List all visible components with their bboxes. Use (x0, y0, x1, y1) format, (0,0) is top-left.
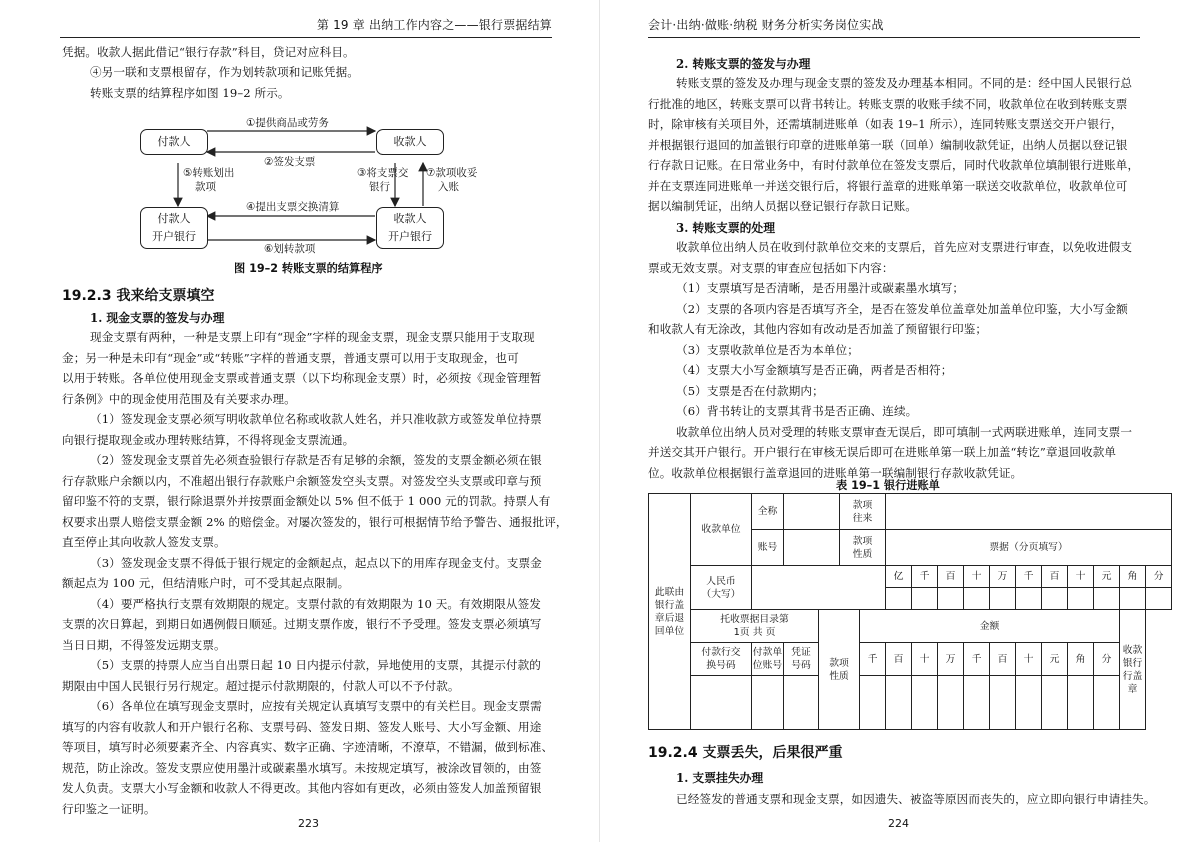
paragraph-line: 已经签发的普通支票和现金支票，如因遗失、被盗等原因而丧失的，应立即向银行申请挂失。 (676, 792, 1156, 806)
paragraph-line: （6）背书转让的支票其背书是否正确、连续。 (676, 404, 918, 418)
bank-deposit-slip-table (648, 493, 1172, 730)
paragraph-line: 位。收款单位根据银行盖章退回的进账单第一联编制银行存款收款凭证。 (648, 466, 1023, 480)
digit-header: 百 (938, 566, 964, 588)
subsection-title: 3. 转账支票的处理 (676, 221, 776, 235)
step7-line: ⑦款项收妥 (426, 167, 478, 179)
payer-label: 付款人 (157, 135, 191, 148)
digit-cell (1094, 588, 1120, 610)
paragraph-line: 向银行提取现金或办理转账结算，不得将现金支票流通。 (62, 433, 355, 447)
full-name-value (784, 494, 840, 530)
full-name-cell: 全称 (752, 494, 784, 530)
col-voucher-no (784, 643, 819, 676)
paragraph-line: 留印鉴不符的支票，银行除退票外并按票面金额处以 5% 但不低于 1 000 元的罚款。持票人有 (62, 494, 551, 508)
paragraph-line: 金；另一种是未印有“现金”或“转账”字样的普通支票，普通支票可以用于支取现金，也可 (62, 351, 519, 365)
payer-bank-label: 付款人 (157, 212, 191, 225)
digit-header: 万 (990, 566, 1016, 588)
rmb-label-cell (691, 566, 752, 610)
item-nature-line: 款项 (852, 535, 873, 547)
paragraph-line: 转账支票的签发及办理与现金支票的签发及办理基本相同。不同的是：经中国人民银行总 (676, 76, 1133, 90)
paragraph-line: （4）支票大小写金额填写是否正确，两者是否相符； (676, 363, 953, 377)
detail-cell (752, 676, 784, 730)
digit-header: 万 (938, 643, 964, 676)
digit-header: 百 (886, 643, 912, 676)
paragraph-line: 行存款账户余额以内，不准超出银行存款账户余额签发空头支票。对签发空头支票或印章与预 (62, 474, 542, 488)
table-caption: 表 19–1 银行进账单 (836, 479, 940, 492)
account-no-cell: 账号 (752, 530, 784, 566)
item-nature-line: 性质 (829, 670, 849, 682)
paragraph-line: 支票的次日算起，到期日如遇例假日顺延。过期支票作废，银行不予受理。签发支票必须填写 (62, 617, 542, 631)
paragraph-line: 行印鉴之一证明。 (62, 802, 156, 816)
step3-label (357, 166, 408, 194)
page-number: 223 (298, 817, 319, 830)
rmb-value-cell (752, 566, 886, 610)
paragraph-line: （2）支票的各项内容是否填写齐全，是否在签发单位盖章处加盖单位印鉴，大小写金额 (676, 302, 1128, 316)
section-title: 19.2.3 我来给支票填空 (62, 288, 215, 304)
bank-seal-line: 收款银行 (1122, 644, 1143, 669)
item-origin-cell (840, 494, 886, 530)
col-voucher-line: 号码 (791, 660, 811, 671)
side-label-line: 银行盖 (654, 599, 685, 611)
item-origin-value (886, 494, 1172, 530)
digit-header: 角 (1120, 566, 1146, 588)
payer-box (140, 129, 208, 155)
page-header: 会计·出纳·做账·纳税 财务分析实务岗位实战 (648, 18, 884, 32)
paragraph-line: （4）要严格执行支票有效期限的规定。支票付款的有效期限为 10 天。有效期限从签发 (90, 597, 541, 611)
paragraph-line: 行批准的地区，转账支票可以背书转让。转账支票的收账手续不同，收款单位在收到转账支票 (648, 97, 1128, 111)
paragraph-line: 以用于转账。各单位使用现金支票或普通支票（以下均称现金支票）时，必须按《现金管理暂 (62, 371, 542, 385)
paragraph-line: （2）签发现金支票首先必须查验银行存款是否有足够的余额，签发的支票金额必须在银 (90, 453, 542, 467)
paragraph-line: 收款单位出纳人员在收到付款单位交来的支票后，首先应对支票进行审查，以免收进假支 (676, 240, 1133, 254)
diagram-arrows (0, 0, 600, 280)
digit-header: 角 (1068, 643, 1094, 676)
item-origin-line: 款项 (852, 499, 873, 511)
digit-header: 千 (1016, 566, 1042, 588)
step4-label: ④提出支票交换清算 (246, 201, 340, 213)
step1-label: ①提供商品或劳务 (246, 117, 329, 129)
paragraph-line: 现金支票有两种，一种是支票上印有“现金”字样的现金支票，现金支票只能用于支取现 (90, 330, 535, 344)
paragraph-line: 据以编制凭证，出纳人员据以登记银行存款日记账。 (648, 199, 917, 213)
header-rule (648, 37, 1140, 38)
paragraph-line: （1）签发现金支票必须写明收款单位名称或收款人姓名，并只准收款方或签发单位持票 (90, 412, 542, 426)
paragraph-line: （5）支票是否在付款期内； (676, 384, 824, 398)
digit-cell (938, 676, 964, 730)
digit-cell (1042, 676, 1068, 730)
side-label-cell (649, 494, 691, 730)
section-title: 19.2.4 支票丢失，后果很严重 (648, 745, 843, 761)
step2-label: ②签发支票 (264, 156, 316, 168)
payer-bank-box (140, 207, 208, 249)
step3-line: ③将支票交 (357, 167, 409, 179)
step7-line: 入账 (438, 181, 459, 193)
item-nature-line: 款项 (829, 657, 849, 669)
side-label-line: 章后退 (654, 612, 685, 624)
page-number: 224 (888, 817, 909, 830)
col-exchange-line: 换号码 (706, 660, 736, 671)
col-payer-line: 付款单 (752, 647, 783, 658)
digit-header: 分 (1094, 643, 1120, 676)
digit-cell (990, 588, 1016, 610)
paragraph-line: 凭据。收款人据此借记“银行存款”科目，贷记对应科目。 (62, 45, 355, 59)
rmb-line: （大写） (701, 588, 741, 600)
subsection-title: 1. 支票挂失办理 (676, 771, 764, 785)
paragraph-line: 行存款日记账。在日常业务中，有时付款单位在签发支票后，同时代收款单位填制银行进账单， (648, 158, 1140, 172)
digit-cell (1042, 588, 1068, 610)
digit-header: 百 (1042, 566, 1068, 588)
digit-cell (1120, 588, 1146, 610)
digit-header: 元 (1042, 643, 1068, 676)
collection-list-line: 托收票据目录第 (720, 614, 789, 625)
right-page (600, 0, 1200, 842)
paragraph-line: 行条例》中的现金使用范围及有关要求办理。 (62, 392, 296, 406)
paragraph-line: 并根据银行退回的加盖银行印章的进账单第一联（回单）编制收款凭证，出纳人员据以登记银 (648, 138, 1128, 152)
paragraph-line: 收款单位出纳人员对受理的转账支票审查无误后，即可填制一式两联进账单，连同支票一 (676, 425, 1133, 439)
digit-header: 千 (912, 566, 938, 588)
paragraph-line: 和收款人有无涂改，其他内容如有改动是否加盖了预留银行印鉴； (648, 322, 988, 336)
rmb-line: 人民币 (706, 575, 736, 587)
digit-header: 十 (912, 643, 938, 676)
col-payer-account (752, 643, 784, 676)
account-no-value (784, 530, 840, 566)
payee-unit-cell: 收款单位 (691, 494, 752, 566)
digit-cell (912, 588, 938, 610)
paragraph-line: 发人负责。支票大小写金额和收款人不得更改。其他内容如有更改，必须由签发人加盖预留银 (62, 781, 542, 795)
collection-list-cell (691, 610, 819, 643)
amount-header-cell: 金额 (860, 610, 1120, 643)
bills-label-cell: 票据（分页填写） (886, 530, 1172, 566)
side-label-line: 此联由 (654, 586, 685, 598)
step6-label: ⑥划转款项 (264, 243, 316, 255)
digit-cell (964, 676, 990, 730)
col-payer-line: 位账号 (752, 660, 783, 671)
paragraph-line: 直至停止其向收款人签发支票。 (62, 535, 226, 549)
paragraph-line: （3）签发现金支票不得低于银行规定的金额起点，起点以下的用库存现金支付。支票金 (90, 556, 542, 570)
paragraph-line: 转账支票的结算程序如图 19–2 所示。 (90, 86, 290, 100)
paragraph-line: 并在支票连同进账单一并送交银行后，将银行盖章的进账单第一联送交收款单位，收款单位可 (648, 179, 1128, 193)
digit-cell (1068, 676, 1094, 730)
digit-cell (912, 676, 938, 730)
payee-label: 收款人 (393, 135, 427, 148)
item-nature-cell-2 (819, 610, 860, 730)
item-origin-line: 往来 (852, 512, 873, 524)
digit-header: 十 (964, 566, 990, 588)
paragraph-line: （6）各单位在填写现金支票时，应按有关规定认真填写支票中的有关栏目。现金支票需 (90, 699, 542, 713)
col-voucher-line: 凭证 (791, 647, 811, 658)
paragraph-line: 时，除审核有关项目外，还需填制进账单（如表 19–1 所示），连同转账支票送交开户银行， (648, 117, 1123, 131)
figure-caption: 图 19–2 转账支票的结算程序 (234, 262, 383, 275)
digit-cell (938, 588, 964, 610)
item-nature-cell (840, 530, 886, 566)
bank-seal-cell (1120, 610, 1146, 730)
digit-header: 分 (1146, 566, 1172, 588)
digit-cell (1016, 588, 1042, 610)
paragraph-line: 填写的内容有收款人和开户银行名称、支票号码、签发日期、签发人账号、大小写金额、用途 (62, 720, 542, 734)
digit-header: 百 (990, 643, 1016, 676)
page-header: 第 19 章 出纳工作内容之——银行票据结算 (316, 18, 552, 32)
digit-header: 十 (1016, 643, 1042, 676)
digit-cell (1094, 676, 1120, 730)
digit-header: 元 (1094, 566, 1120, 588)
item-nature-line: 性质 (852, 548, 873, 560)
bank-seal-line: 行盖章 (1122, 670, 1143, 695)
side-label-line: 回单位 (654, 625, 685, 637)
paragraph-line: 当日日期，不得签发远期支票。 (62, 638, 226, 652)
digit-header: 亿 (886, 566, 912, 588)
paragraph-line: 期限由中国人民银行另行规定。超过提示付款期限的，付款人可以不予付款。 (62, 679, 460, 693)
paragraph-line: 权要求出票人赔偿支票金额 2% 的赔偿金。对屡次签发的，银行可根据情节给予警告、通报批评， (62, 515, 568, 529)
subsection-title: 1. 现金支票的签发与办理 (90, 311, 225, 325)
detail-cell (691, 676, 752, 730)
digit-header: 十 (1068, 566, 1094, 588)
payee-box (376, 129, 444, 155)
paragraph-line: 等项目，填写时必须要素齐全、内容真实、数字正确、字迹清晰，不潦草，不错漏，做到标准、 (62, 740, 554, 754)
digit-cell (1068, 588, 1094, 610)
step5-line: 款项 (195, 181, 216, 193)
digit-header: 千 (964, 643, 990, 676)
payee-bank-box (376, 207, 444, 249)
step3-line: 银行 (369, 181, 390, 193)
paragraph-line: 并送交其开户银行。开户银行在审核无误后即可在进账单第一联上加盖“转讫”章退回收款单 (648, 445, 1117, 459)
paragraph-line: ④另一联和支票根留存，作为划转款项和记账凭据。 (90, 65, 359, 79)
paragraph-line: （3）支票收款单位是否为本单位； (676, 343, 859, 357)
detail-cell (784, 676, 819, 730)
paragraph-line: 规范，防止涂改。签发支票应使用墨汁或碳素墨水填写。未按规定填写，被涂改冒领的，由签 (62, 761, 542, 775)
digit-cell (860, 676, 886, 730)
collection-list-line: 1页 共 页 (733, 627, 776, 638)
digit-cell (886, 676, 912, 730)
step5-line: ⑤转账划出 (183, 167, 235, 179)
step7-label (426, 166, 477, 194)
col-exchange-no (691, 643, 752, 676)
payee-bank-label: 收款人 (393, 212, 427, 225)
paragraph-line: （1）支票填写是否清晰，是否用墨汁或碳素墨水填写； (676, 281, 965, 295)
payee-bank-label: 开户银行 (388, 230, 432, 243)
digit-cell (964, 588, 990, 610)
paragraph-line: 额起点为 100 元，但结清账户时，可不受其起点限制。 (62, 576, 350, 590)
payer-bank-label: 开户银行 (152, 230, 196, 243)
digit-cell (1016, 676, 1042, 730)
subsection-title: 2. 转账支票的签发与办理 (676, 57, 811, 71)
paragraph-line: （5）支票的持票人应当自出票日起 10 日内提示付款，异地使用的支票，其提示付款的 (90, 658, 541, 672)
col-exchange-line: 付款行交 (701, 647, 741, 658)
digit-cell (886, 588, 912, 610)
paragraph-line: 票或无效支票。对支票的审查应包括如下内容： (648, 261, 894, 275)
digit-cell (1146, 588, 1172, 610)
digit-header: 千 (860, 643, 886, 676)
digit-cell (990, 676, 1016, 730)
step5-label (183, 166, 234, 194)
